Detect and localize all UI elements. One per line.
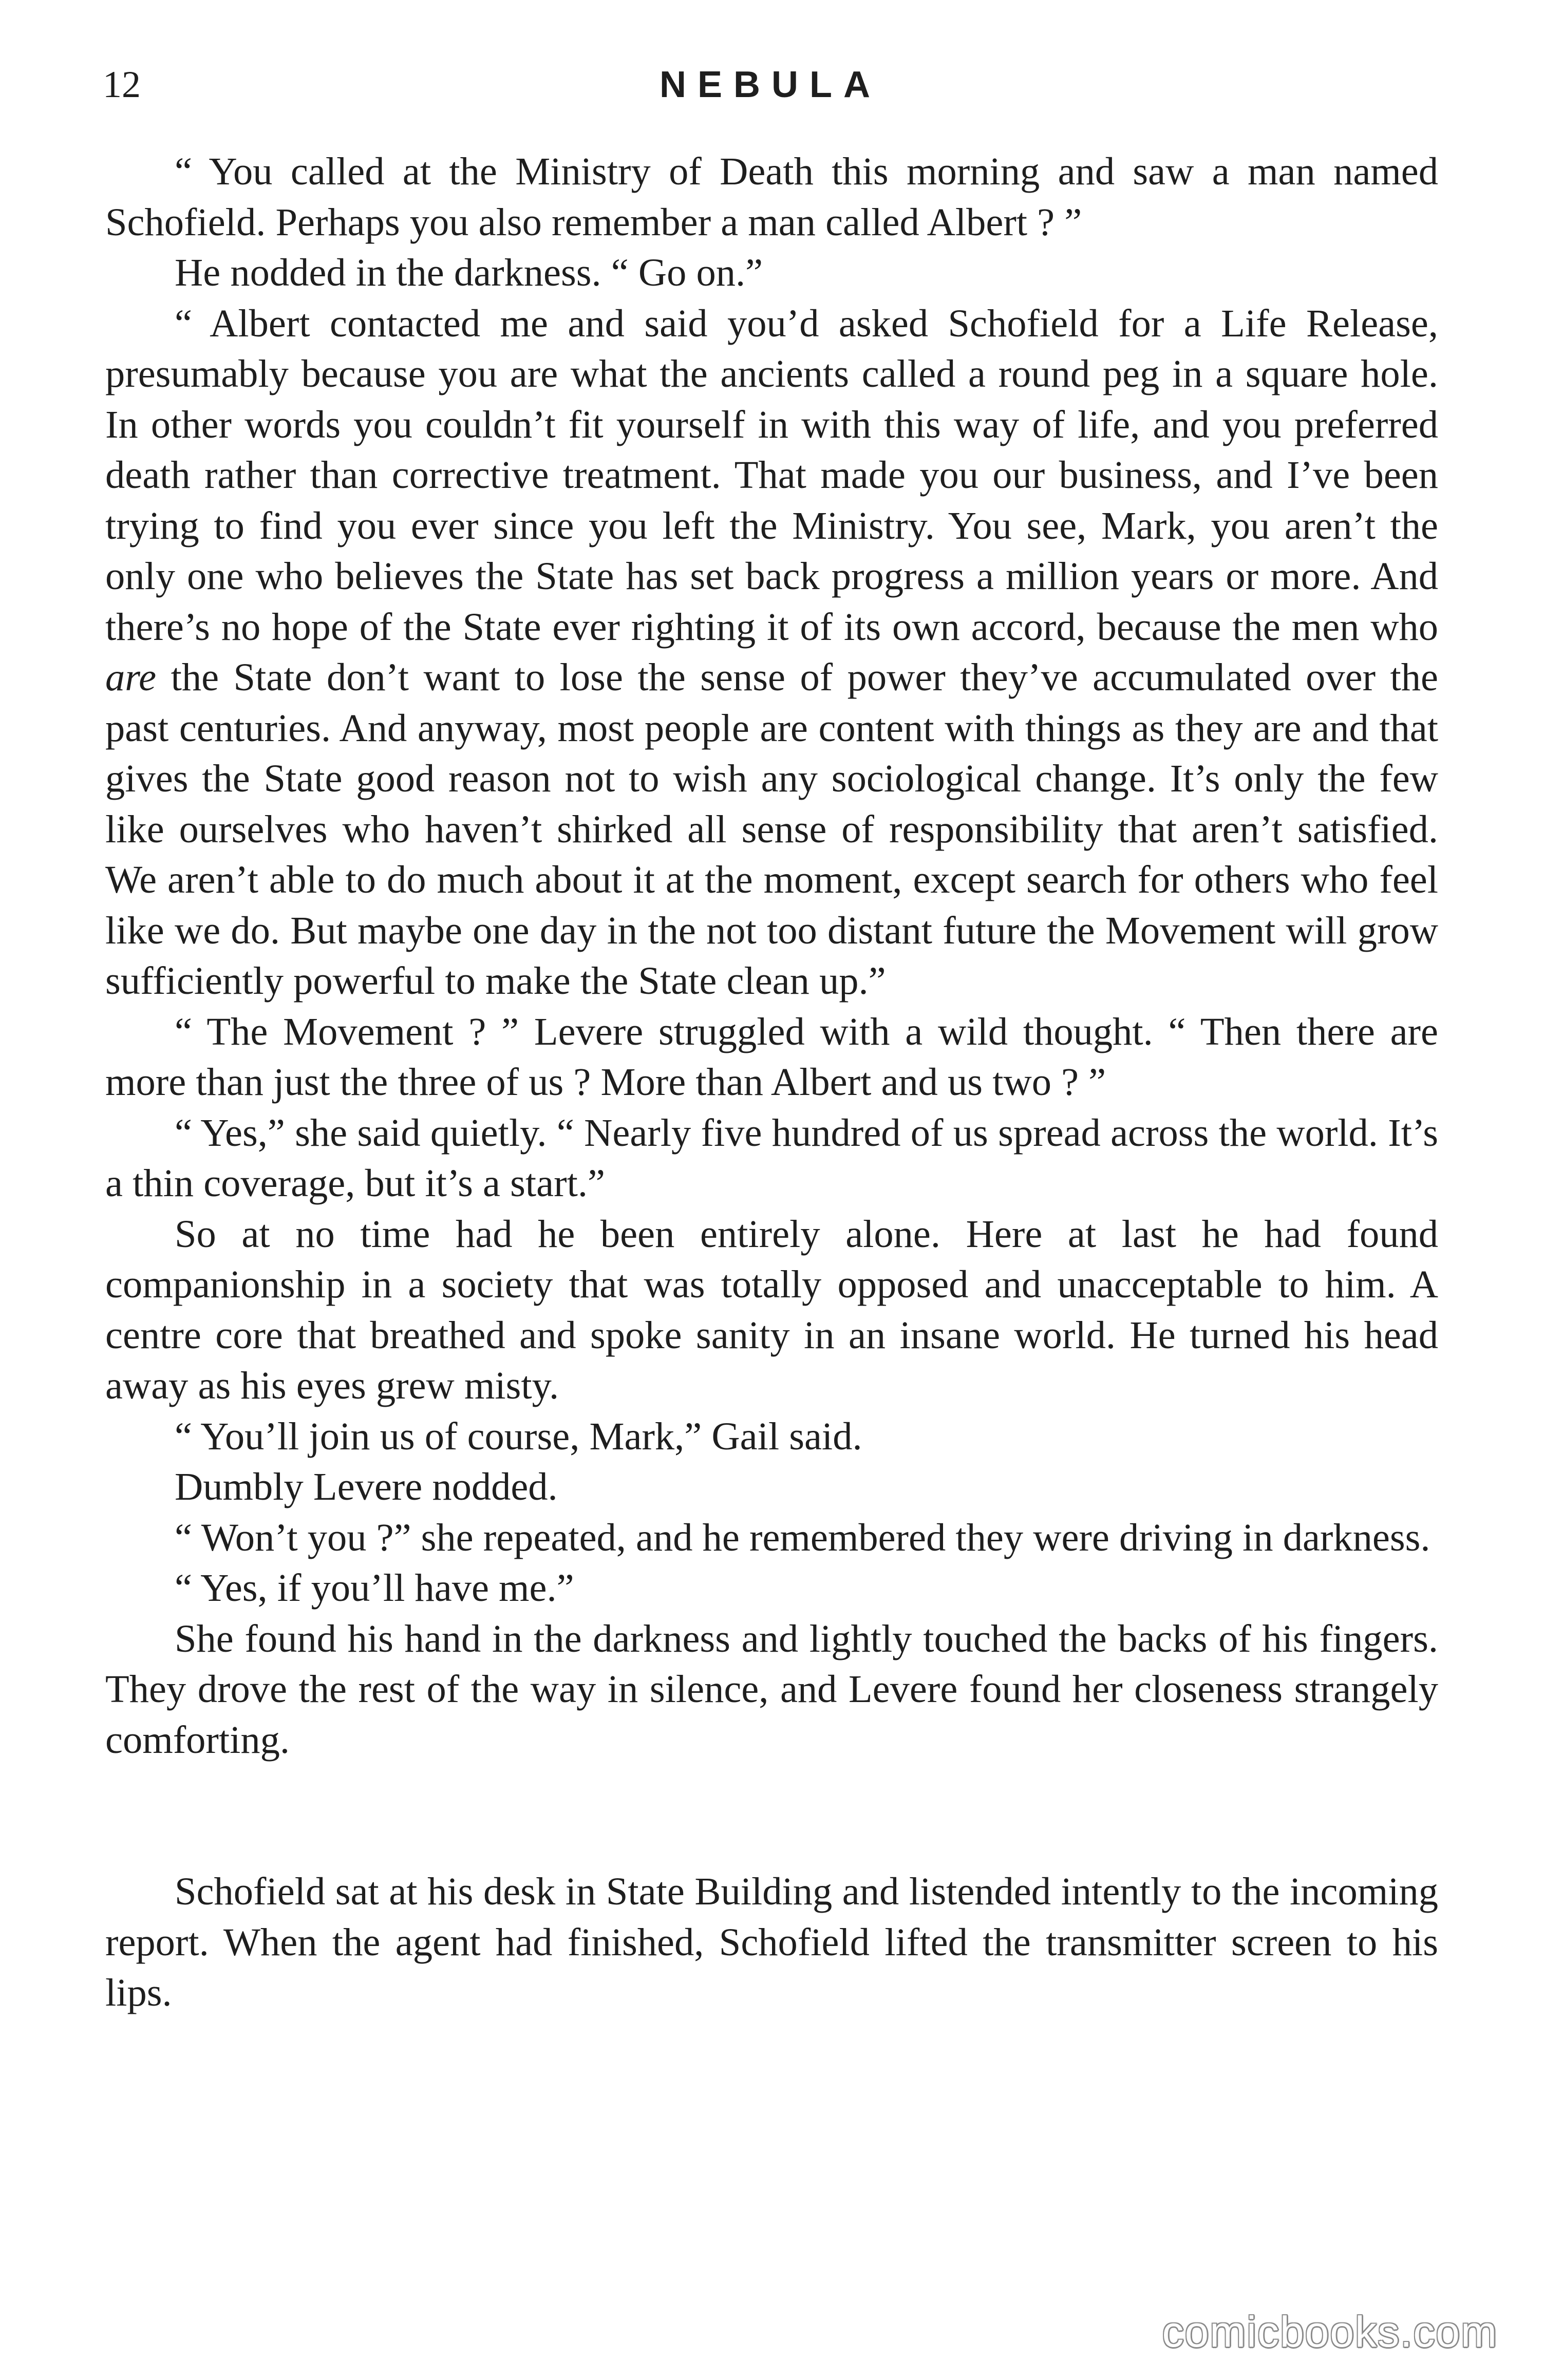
running-title: NEBULA xyxy=(660,64,881,105)
page-number: 12 xyxy=(103,64,141,106)
watermark-logo: comicbooks.com xyxy=(1162,2308,1498,2356)
paragraph: “ You called at the Ministry of Death this morning and saw a man named Schofield. Perhaps you also remember a man called Albert ? ” xyxy=(105,149,1438,244)
page-header xyxy=(103,56,1438,113)
paragraph: “ Yes,” she said quietly. “ Nearly five hundred of us spread across the world. It’s a thin coverage, but it’s a start.” xyxy=(105,1110,1438,1205)
paragraph xyxy=(105,298,1438,1007)
paragraph: He nodded in the darkness. “ Go on.” xyxy=(175,251,763,294)
paragraph-text: “ Albert contacted me and said you’d asked Schofield for a Life Release, presumably because you are what the ancients called a round peg in a square hole. In other words you couldn’t fit yourself in with this way of life, and you preferred death rather than corrective treatment. That made you our business, and I’ve been trying to find you ever since you left the Ministry. You see, Mark, you aren’t the only one who believes the State has set back progress a million years or more. And there’s no hope of the State ever righting it of its own accord, because the men who xyxy=(105,301,1438,649)
paragraph: “ You’ll join us of course, Mark,” Gail said. xyxy=(175,1414,862,1458)
emphasized-word: are xyxy=(105,655,157,699)
section-break xyxy=(105,1765,1438,1866)
paragraph: So at no time had he been entirely alone. Here at last he had found companionship in a society that was totally opposed and unacceptable to him. A centre core that breathed and spoke sanity in an insane world. He turned his head away as his eyes grew misty. xyxy=(105,1212,1438,1407)
paragraph: “ Won’t you ?” she repeated, and he remembered they were driving in darkness. xyxy=(175,1515,1430,1559)
paragraph: Dumbly Levere nodded. xyxy=(175,1465,558,1508)
paragraph: “ Yes, if you’ll have me.” xyxy=(175,1566,574,1610)
paragraph: Schofield sat at his desk in State Building and listended intently to the incoming report. When the agent had finished, Schofield lifted the transmitter screen to his lips. xyxy=(105,1869,1438,2014)
paragraph: “ The Movement ? ” Levere struggled with a wild thought. “ Then there are more than just the three of us ? More than Albert and us two ? ” xyxy=(105,1009,1438,1104)
paragraph: She found his hand in the darkness and lightly touched the backs of his fingers. They drove the rest of the way in silence, and Levere found her closeness strangely comforting. xyxy=(105,1616,1438,1762)
body-text xyxy=(105,146,1438,2018)
paragraph-text: the State don’t want to lose the sense of power they’ve accumulated over the past centuries. And anyway, most people are content with things as they are and that gives the State good reason not to wish any sociological change. It’s only the few like ourselves who haven’t shirked all sense of responsibility that aren’t satisfied. We aren’t able to do much about it at the moment, except search for others who feel like we do. But maybe one day in the not too distant future the Movement will grow sufficiently powerful to make the State clean up.” xyxy=(105,655,1438,1003)
